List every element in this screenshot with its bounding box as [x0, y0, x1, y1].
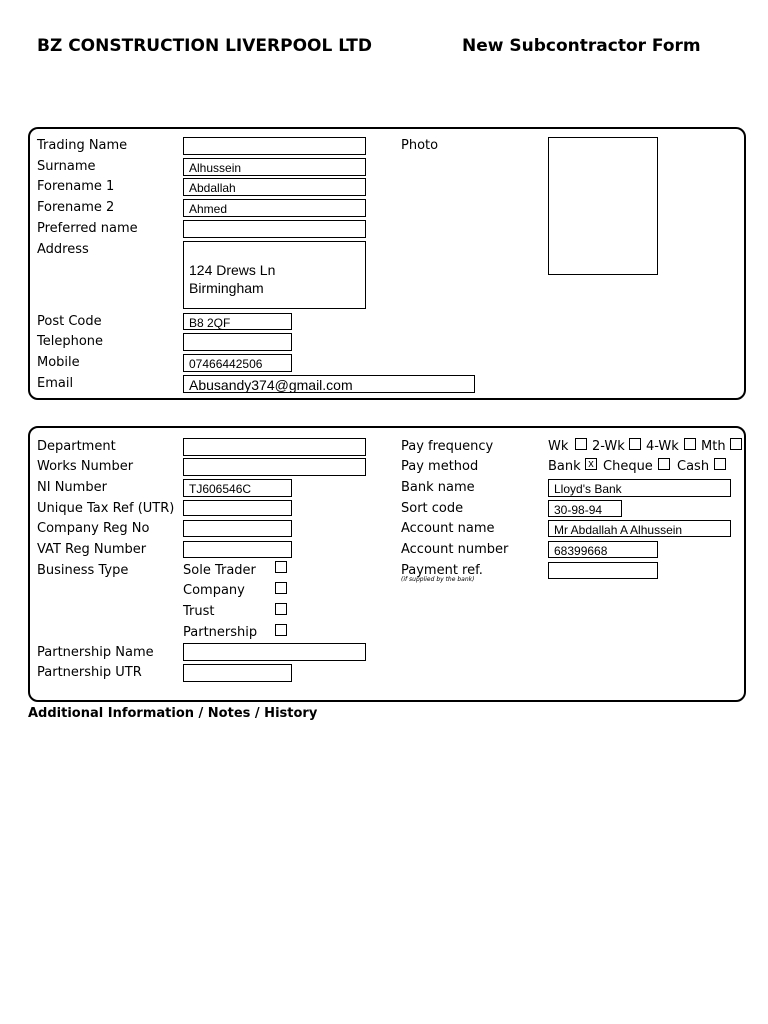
- post-code-label: Post Code: [37, 314, 102, 329]
- account-number-field[interactable]: 68399668: [548, 541, 658, 558]
- sort-code-label: Sort code: [401, 501, 464, 516]
- pay-frequency-option-label: Wk: [548, 439, 569, 454]
- works-number-field[interactable]: [183, 458, 366, 476]
- partnership-name-label: Partnership Name: [37, 645, 154, 660]
- surname-field[interactable]: Alhussein: [183, 158, 366, 176]
- sort-code-field[interactable]: 30-98-94: [548, 500, 622, 517]
- business-type-option-label: Company: [183, 583, 245, 598]
- two-weekly-checkbox[interactable]: [629, 438, 641, 450]
- account-name-label: Account name: [401, 521, 495, 536]
- telephone-label: Telephone: [37, 334, 104, 349]
- utr-label: Unique Tax Ref (UTR): [37, 501, 175, 516]
- preferred-name-label: Preferred name: [37, 221, 138, 236]
- department-label: Department: [37, 439, 116, 454]
- pay-frequency-option-label: 2-Wk: [592, 439, 625, 454]
- pay-frequency-label: Pay frequency: [401, 439, 494, 454]
- utr-field[interactable]: [183, 500, 292, 516]
- vat-reg-label: VAT Reg Number: [37, 542, 147, 557]
- business-type-option-label: Trust: [183, 604, 215, 619]
- company-checkbox[interactable]: [275, 582, 287, 594]
- pay-method-option-label: Cheque: [603, 459, 653, 474]
- partnership-name-field[interactable]: [183, 643, 366, 661]
- vat-reg-field[interactable]: [183, 541, 292, 558]
- telephone-field[interactable]: [183, 333, 292, 351]
- trust-checkbox[interactable]: [275, 603, 287, 615]
- trading-name-field[interactable]: [183, 137, 366, 155]
- post-code-field[interactable]: B8 2QF: [183, 313, 292, 330]
- forename1-label: Forename 1: [37, 179, 115, 194]
- sole-trader-checkbox[interactable]: [275, 561, 287, 573]
- works-number-label: Works Number: [37, 459, 134, 474]
- bank-checkbox[interactable]: x: [585, 458, 597, 470]
- notes-heading: Additional Information / Notes / History: [28, 706, 318, 721]
- forename1-field[interactable]: Abdallah: [183, 178, 366, 196]
- business-type-option-label: Sole Trader: [183, 563, 256, 578]
- account-name-field[interactable]: Mr Abdallah A Alhussein: [548, 520, 731, 537]
- pay-frequency-option-label: 4-Wk: [646, 439, 679, 454]
- surname-label: Surname: [37, 159, 96, 174]
- bank-name-label: Bank name: [401, 480, 475, 495]
- four-weekly-checkbox[interactable]: [684, 438, 696, 450]
- pay-frequency-option-label: Mth: [701, 439, 726, 454]
- cash-checkbox[interactable]: [714, 458, 726, 470]
- forename2-label: Forename 2: [37, 200, 115, 215]
- email-field[interactable]: Abusandy374@gmail.com: [183, 375, 475, 393]
- ni-number-field[interactable]: TJ606546C: [183, 479, 292, 497]
- partnership-checkbox[interactable]: [275, 624, 287, 636]
- pay-method-label: Pay method: [401, 459, 479, 474]
- company-reg-field[interactable]: [183, 520, 292, 537]
- mobile-label: Mobile: [37, 355, 80, 370]
- form-title: New Subcontractor Form: [462, 36, 701, 56]
- bank-name-field[interactable]: Lloyd's Bank: [548, 479, 731, 497]
- company-reg-label: Company Reg No: [37, 521, 150, 536]
- partnership-utr-field[interactable]: [183, 664, 292, 682]
- trading-name-label: Trading Name: [37, 138, 128, 153]
- account-number-label: Account number: [401, 542, 509, 557]
- ni-number-label: NI Number: [37, 480, 107, 495]
- address-label: Address: [37, 242, 89, 257]
- email-label: Email: [37, 376, 74, 391]
- payment-ref-field[interactable]: [548, 562, 658, 579]
- payment-ref-note: (if supplied by the bank): [401, 576, 475, 583]
- mobile-field[interactable]: 07466442506: [183, 354, 292, 372]
- cheque-checkbox[interactable]: [658, 458, 670, 470]
- partnership-utr-label: Partnership UTR: [37, 665, 142, 680]
- pay-method-option-label: Bank: [548, 459, 581, 474]
- company-name: BZ CONSTRUCTION LIVERPOOL LTD: [37, 36, 372, 56]
- business-type-label: Business Type: [37, 563, 129, 578]
- business-type-option-label: Partnership: [183, 625, 258, 640]
- pay-method-option-label: Cash: [677, 459, 710, 474]
- weekly-checkbox[interactable]: [575, 438, 587, 450]
- photo-label: Photo: [401, 138, 439, 153]
- department-field[interactable]: [183, 438, 366, 456]
- photo-box[interactable]: [548, 137, 658, 275]
- monthly-checkbox[interactable]: [730, 438, 742, 450]
- address-field[interactable]: 124 Drews Ln Birmingham: [183, 241, 366, 309]
- preferred-name-field[interactable]: [183, 220, 366, 238]
- payment-ref-label: Payment ref.: [401, 563, 483, 578]
- forename2-field[interactable]: Ahmed: [183, 199, 366, 217]
